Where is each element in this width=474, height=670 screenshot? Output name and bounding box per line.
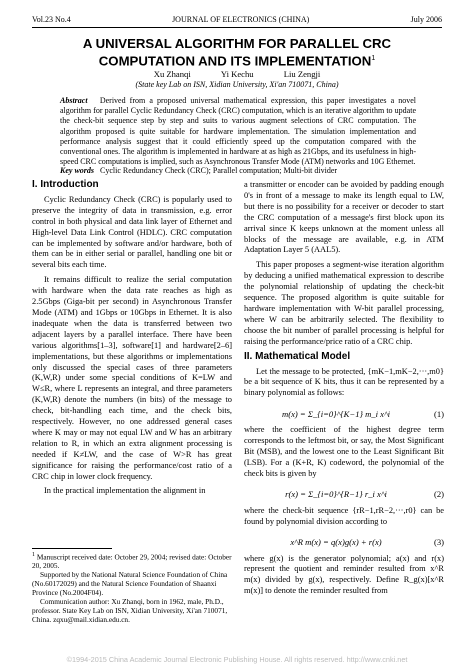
equation-2 xyxy=(244,484,444,506)
equation-3-body: x^R m(x) = q(x)g(x) + r(x) xyxy=(290,537,382,548)
abstract-text: Derived from a proposed universal mathematical expression, this paper investigates a novel algorithm for parallel Cyclic Redundancy Check (CRC) computation, which is an iterative algorithm to update the check-bit sequence step by step and suits to various augment selections of CRC computation. The algorithm proposed is quite suitable for hardware implementation. The simulation implementation and performance analysis suggest that it could efficiently speed up the computation compared with the conventional ones. The algorithm is implemented in hardware at as high as 21Gbps, and its usefulness in high-speed CRC computations is implied, such as Asynchronous Transfer Mode (ATM) networks and 10G Ethernet. xyxy=(60,96,417,167)
model-paragraph-1: Let the message to be protected, {mK−1,mK−2,···,m0} be a bit sequence of K bits, thus it can be represented by a binary polynomial as follows: xyxy=(244,366,444,398)
intro-paragraph-3: In the practical implementation the alignment in xyxy=(44,486,206,496)
right-column xyxy=(244,180,444,601)
abstract xyxy=(60,96,416,167)
model-paragraph-2: where the coefficient of the highest degree term corresponds to the leftmost bit, or say, the Most Significant Bit (MSB), and the lowest one to the Least Significant Bit (LSB). For a (K+R, K) codeword, the polynomial of the check bits is given by xyxy=(244,425,444,478)
intro-paragraph-continued: a transmitter or encoder can be avoided by padding enough 0's in front of a message to make its length equal to LW, but there is no possibility for a receiver or decoder to start the CRC computation of a message's first block upon its arrival since K keeps unknown at the moment unless all blocks of the message are available, e.g. in ATM Adaptation Layer 5 (AAL5). xyxy=(244,180,444,255)
volume-label: Vol.23 No.4 xyxy=(32,14,71,24)
keywords-label: Key words xyxy=(60,166,94,175)
intro-paragraph-2: It remains difficult to realize the serial computation with hardware when the data rate reaches as high as 2.5Gbps (Giga-bit per second) in Asynchronous Transfer Mode (ATM) and 1Gbps or 10Gbps in Ethernet. It is also inadequate when the data is transferred between two adjacent layers by a parallel interface. There have been various algorithms[1–3], software[1] and hardware[2–6] implementations, but these algorithms or implementations only discussed the special cases of three parameters (K,W,R) under some special conditions of K=LW and W≤R, where L represents an integral, and three parameters (K,W,R) denote the numbers (in bits) of the message to check, bit-handling each time, and the check bits, respectively. However, no one addressed general cases where K may or may not equal LW and W has an arbitrary relation to R, in which an extra alignment processing is needed if K≠LW, and the case of W>R has great significance for raising the performance/cost ratio of a CRC chip in lower clock frequency. xyxy=(32,275,232,481)
copyright-watermark: ©1994-2015 China Academic Journal Electronic Publishing House. All rights reserved. http://www.cnki.net xyxy=(66,655,408,664)
footnote-line-2: Supported by the National Natural Science Foundation of China (No.60172029) and the Natural Science Foundation of Shaanxi Province (No.2004F04). xyxy=(32,570,228,598)
footnote-mark: 1 xyxy=(32,552,36,558)
running-header xyxy=(32,12,442,26)
author-3: Liu Zengji xyxy=(283,69,321,79)
paper-title xyxy=(40,36,434,68)
author-1: Xu Zhanqi xyxy=(153,69,191,79)
model-paragraph-4: where g(x) is the generator polynomial; a(x) and r(x) represent the quotient and reminder resulted from x^R m(x) divided by g(x), respectively. Define R_g(x)[x^R m(x)] to denote the reminder resulted from xyxy=(244,553,444,596)
author-2: Yi Kechu xyxy=(220,69,254,79)
footnote-rule xyxy=(32,548,112,549)
footnote-line-3: Communication author: Xu Zhanqi, born in 1962, male, Ph.D., professor. State Key Lab on ISN, Xidian University, Xi'an 710071, China. zqxu@mail.xidian.edu.cn. xyxy=(32,597,228,625)
model-paragraph-3: where the check-bit sequence {rR−1,rR−2,···,r0} can be found by polynomial division according to xyxy=(244,505,444,526)
title-footnote-mark: 1 xyxy=(371,55,376,62)
equation-3 xyxy=(244,532,444,554)
intro-paragraph-4: This paper proposes a segment-wise iteration algorithm by deducing a unified mathematical expression to describe the polynomial relationship of updating the check-bit sequence. The proposed algorithm is quite suitable for hardware implementation with W-bit parallel processing, where W can be arbitrarily selected. The flexibility to choose the bit number of parallel processing is helpful for raising the performance/price ratio of a CRC chip. xyxy=(244,260,444,346)
equation-1 xyxy=(244,403,444,425)
journal-name: JOURNAL OF ELECTRONICS (CHINA) xyxy=(172,14,310,24)
equation-1-number: (1) xyxy=(433,408,444,419)
intro-paragraph-1: Cyclic Redundancy Check (CRC) is popularly used to preserve the integrity of data in transmission, e.g. error control in both physical and data link layer of Ethernet and High-level Data Link Control (HDLC). CRC computation can be implemented by software and/or hardware, both of them can be in either serial or parallel, handling one bit or several bits each time. xyxy=(32,194,232,270)
affiliation: (State key Lab on ISN, Xidian University, Xi'an 710071, China) xyxy=(135,80,339,89)
issue-date: July 2006 xyxy=(410,14,442,24)
section-heading-introduction: I. Introduction xyxy=(32,179,99,190)
equation-2-body: r(x) = Σ_{i=0}^{R−1} r_i x^i xyxy=(285,489,387,500)
header-rule xyxy=(32,27,442,28)
equation-3-number: (3) xyxy=(433,537,444,548)
title-text: A UNIVERSAL ALGORITHM FOR PARALLEL CRC COMPUTATION AND ITS IMPLEMENTATION xyxy=(82,36,392,69)
keywords xyxy=(60,166,416,176)
author-list xyxy=(0,69,474,79)
equation-2-number: (2) xyxy=(433,489,444,500)
equation-1-body: m(x) = Σ_{i=0}^{K−1} m_i x^i xyxy=(282,408,390,419)
keywords-text: Cyclic Redundancy Check (CRC); Parallel computation; Multi-bit divider xyxy=(100,166,338,175)
left-column xyxy=(32,180,232,501)
footnote-line-1: Manuscript received date: October 29, 2004; revised date: October 20, 2005. xyxy=(32,552,232,571)
footnote xyxy=(32,551,232,624)
section-heading-model: II. Mathematical Model xyxy=(244,350,351,362)
abstract-label: Abstract xyxy=(60,96,88,105)
